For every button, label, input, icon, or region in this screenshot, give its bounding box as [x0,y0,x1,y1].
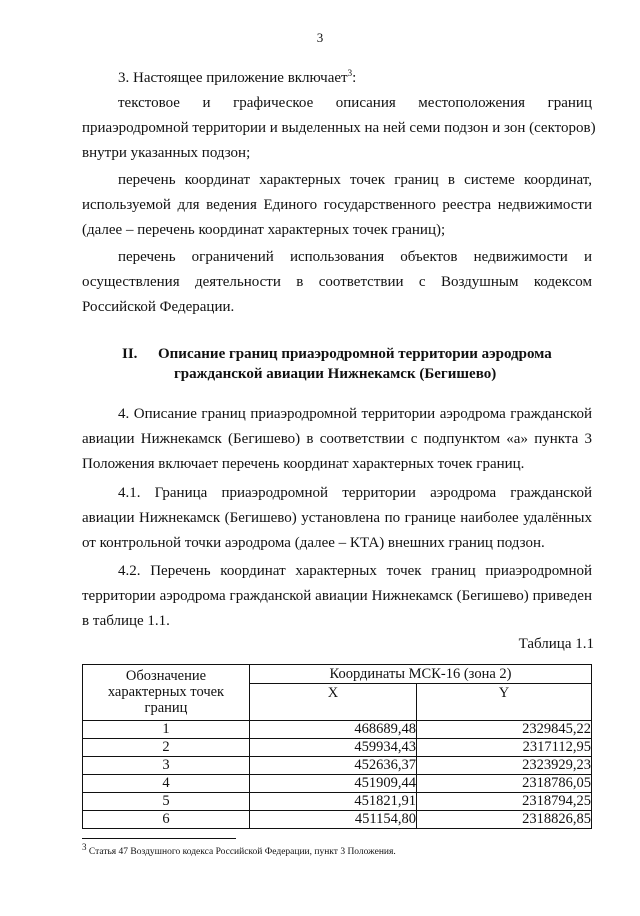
table-caption: Таблица 1.1 [518,636,594,652]
text-line: используемой для ведения Единого государственного реестра недвижимости [82,197,592,213]
text-line: 4.1. Граница приаэродромной территории аэродрома гражданской [118,485,592,501]
table-row [83,811,592,829]
text-line: осуществления деятельности в соответствии с Воздушным кодексом [82,274,592,290]
text-line: внутри указанных подзон; [82,145,251,161]
table-row [83,739,592,757]
text-line: Российской Федерации. [82,299,235,315]
clause-3-item-1 [82,91,596,166]
clause-3-intro-colon: : [352,70,357,86]
text-line: 4.2. Перечень координат характерных точек границ приаэродромной [118,563,592,579]
x-cell: 452636,37 [250,757,417,775]
x-cell: 468689,48 [250,721,417,739]
footnote-text: Статья 47 Воздушного кодекса Российской Федерации, пункт 3 Положения. [86,847,396,858]
footnote-reference: 3 [347,68,353,78]
text-line: перечень координат характерных точек границ в системе координат, [118,172,592,188]
coordinates-table [82,664,592,829]
footnote [82,842,396,858]
text-line: приаэродромной территории и выделенных на ней семи подзон и зон (секторов) [82,120,596,136]
clause-4 [82,402,592,477]
y-cell: 2317112,95 [417,739,592,757]
text-line: авиации Нижнекамск (Бегишево) установлена по границе наиболее удалённых [82,510,592,526]
clause-3-intro [82,66,592,91]
point-cell: 2 [83,739,250,757]
section-title-line-1: Описание границ приаэродромной территории аэродрома [158,346,552,362]
text-line: 4. Описание границ приаэродромной территории аэродрома гражданской [118,406,592,422]
x-cell: 451821,91 [250,793,417,811]
y-cell: 2318786,05 [417,775,592,793]
column-header-y: Y [417,684,592,721]
point-cell: 1 [83,721,250,739]
text-line: перечень ограничений использования объектов недвижимости и [118,249,592,265]
table-row [83,793,592,811]
y-cell: 2329845,22 [417,721,592,739]
y-cell: 2323929,23 [417,757,592,775]
point-cell: 3 [83,757,250,775]
point-cell: 4 [83,775,250,793]
text-line: в таблице 1.1. [82,613,170,629]
y-cell: 2318794,25 [417,793,592,811]
column-header-x: X [250,684,417,721]
header-point-line: границ [144,700,188,716]
y-cell: 2318826,85 [417,811,592,829]
point-cell: 5 [83,793,250,811]
table-row [83,775,592,793]
x-cell: 451154,80 [250,811,417,829]
header-point-line: характерных точек [107,684,225,700]
text-line: территории аэродрома гражданской авиации Нижнекамск (Бегишево) приведен [82,588,592,604]
point-cell: 6 [83,811,250,829]
clause-3-intro-text: 3. Настоящее приложение включает [118,70,348,86]
x-cell: 451909,44 [250,775,417,793]
header-point-line: Обозначение [125,668,207,684]
text-line: Положения включает перечень координат характерных точек границ. [82,456,525,472]
clause-3-item-2 [82,168,592,243]
text-line: от контрольной точки аэродрома (далее – КТА) внешних границ подзон. [82,535,545,551]
section-number: II. [122,346,138,362]
text-line: (далее – перечень координат характерных точек границ); [82,222,446,238]
table-row [83,721,592,739]
column-header-coordinates: Координаты МСК-16 (зона 2) [250,665,592,684]
section-title-line-2: гражданской авиации Нижнекамск (Бегишево) [174,366,497,382]
text-line: текстовое и графическое описания местоположения границ [118,95,592,111]
clause-4-1 [82,481,592,556]
column-header-point [83,665,250,721]
table-row [83,757,592,775]
text-line: авиации Нижнекамск (Бегишево) в соответствии с подпунктом «а» пункта 3 [82,431,592,447]
clause-4-2 [82,559,592,634]
footnote-divider [82,838,236,839]
clause-3-item-3 [82,245,592,320]
page-number: 3 [316,30,324,45]
footnote-mark: 3 [82,842,87,852]
x-cell: 459934,43 [250,739,417,757]
